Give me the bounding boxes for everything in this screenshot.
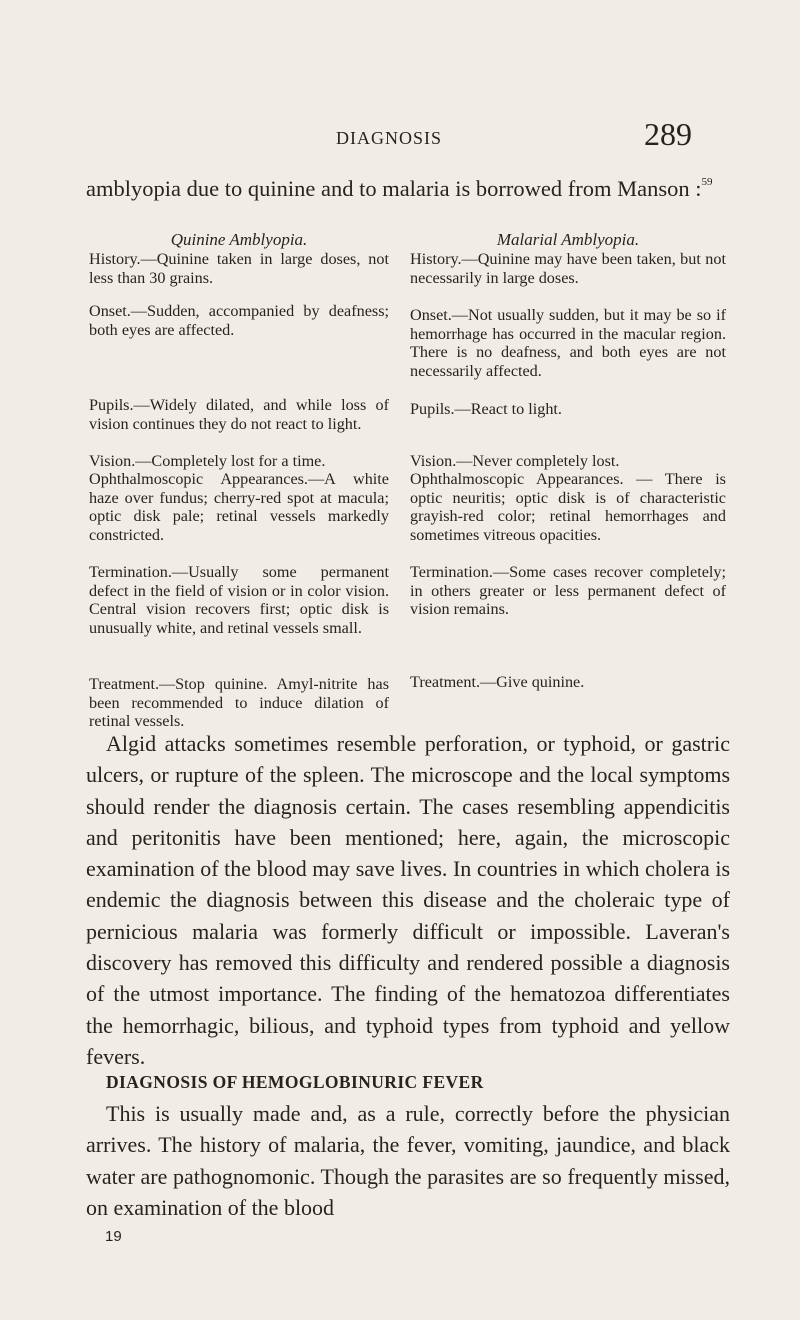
- footnote-ref: 59: [701, 176, 713, 188]
- column-title-quinine: Quinine Amblyopia.: [170, 230, 308, 249]
- malarial-vision: Vision.—Never completely lost.: [410, 452, 620, 470]
- malarial-history: History.—Quinine may have been taken, but not necessarily in large doses.: [410, 250, 726, 287]
- signature-mark: 19: [105, 1228, 122, 1245]
- column-title-malarial: Malarial Amblyopia.: [496, 230, 640, 249]
- malarial-pupils: Pupils.—React to light.: [410, 400, 562, 418]
- section-heading: DIAGNOSIS OF HEMOGLOBINURIC FEVER: [106, 1072, 484, 1092]
- quinine-vision: Vision.—Completely lost for a time.: [89, 452, 326, 470]
- quinine-history: History.—Quinine taken in large doses, not less than 30 grains.: [89, 250, 389, 287]
- intro-text: amblyopia due to quinine and to malaria is borrowed from Manson :: [86, 176, 702, 201]
- malarial-treatment: Treatment.—Give quinine.: [410, 673, 585, 691]
- quinine-pupils: Pupils.—Widely dilated, and while loss of vision continues they do not react to light.: [89, 396, 389, 433]
- malarial-onset: Onset.—Not usually sudden, but it may be so if hemorrhage has occurred in the macular region. There is no deafness, and both eyes are not necessarily affected.: [410, 306, 726, 380]
- malarial-termination: Termination.—Some cases recover completely; in others greater or less permanent defect of vision remains.: [410, 563, 726, 619]
- hemoglobinuric-paragraph: This is usually made and, as a rule, correctly before the physician arrives. The history of malaria, the fever, vomiting, jaundice, and black water are pathognomonic. Though the parasites are so frequently missed, on examination of the blood: [86, 1101, 730, 1220]
- quinine-onset: Onset.—Sudden, accompanied by deafness; both eyes are affected.: [89, 302, 389, 339]
- intro-paragraph: [86, 168, 726, 203]
- algid-attacks-paragraph: Algid attacks sometimes resemble perforation, or typhoid, or gastric ulcers, or rupture of the spleen. The microscope and the local symptoms should render the diagnosis certain. The cases resembling appendicitis and peritonitis have been mentioned; here, again, the microscopic examination of the blood may save lives. In countries in which cholera is endemic the diagnosis between this disease and the choleraic type of pernicious malaria was formerly difficult or impossible. Laveran's discovery has removed this difficulty and rendered possible a diagnosis of the utmost importance. The finding of the hematozoa differentiates the hemorrhagic, bilious, and typhoid types from typhoid and yellow fevers.: [86, 731, 730, 1069]
- page-number: 289: [644, 116, 692, 152]
- running-title: DIAGNOSIS: [336, 128, 443, 148]
- quinine-treatment: Treatment.—Stop quinine. Amyl-nitrite has been recommended to induce dilation of retinal vessels.: [89, 675, 389, 731]
- quinine-ophthalmoscopic: Ophthalmoscopic Appearances.—A white haze over fundus; cherry-red spot at macula; optic disk pale; retinal vessels markedly constricted.: [89, 470, 389, 544]
- quinine-amblyopia-column: [89, 230, 389, 731]
- malarial-ophthalmoscopic: Ophthalmoscopic Appearances. — There is optic neuritis; optic disk is of characteristic grayish-red color; retinal hemorrhages and sometimes vitreous opacities.: [410, 470, 726, 544]
- malarial-amblyopia-column: [410, 230, 726, 692]
- quinine-termination: Termination.—Usually some permanent defect in the field of vision or in color vision. Central vision recovers first; optic disk is unusually white, and retinal vessels small.: [89, 563, 389, 637]
